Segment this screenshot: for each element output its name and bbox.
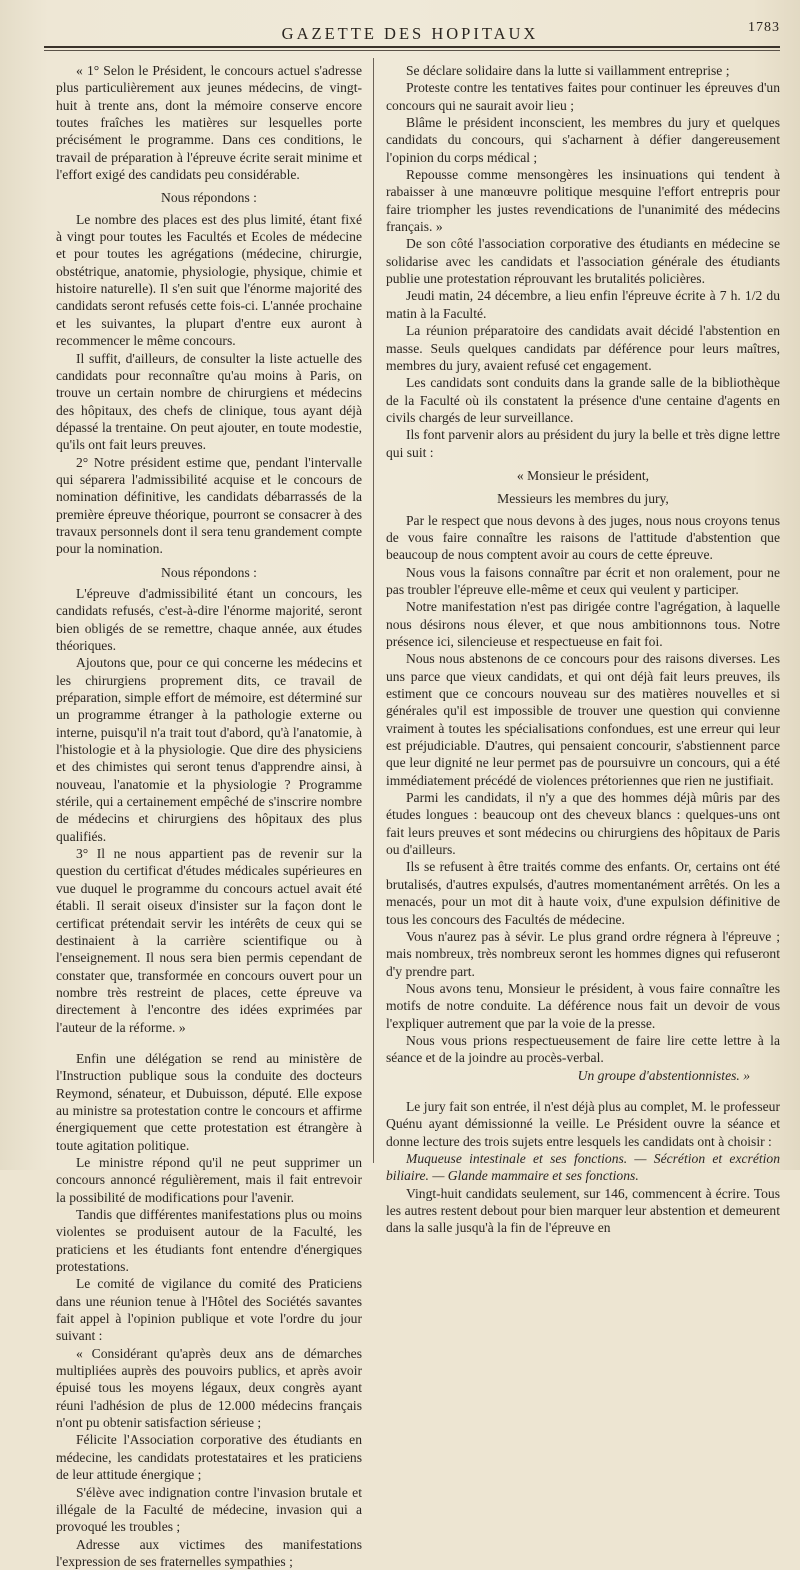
- letter-salutation: Messieurs les membres du jury,: [497, 491, 669, 507]
- paragraph: S'élève avec indignation contre l'invasion brutale et illégale de la Faculté de médecine, invasion qui a provoqué les troubles ;: [56, 1484, 362, 1535]
- paragraph: Tandis que différentes manifestations plus ou moins violentes se produisent autour de la Faculté, les praticiens et les étudiants font entendre d'énergiques protestations.: [56, 1207, 362, 1275]
- paragraph: Blâme le président inconscient, les membres du jury et quelques candidats du concours, qui s'acharnent à défier dangereusement l'opinion du corps médical ;: [386, 115, 780, 165]
- column-divider: [373, 58, 374, 1163]
- page-header: [40, 14, 780, 44]
- letter-salutation: « Monsieur le président,: [516, 467, 650, 483]
- paragraph: Par le respect que nous devons à des juges, nous nous croyons tenus de vous faire connaître les raisons de l'attitude d'abstention que beaucoup de nous comptent avoir au cours de cette épreuve.: [386, 512, 780, 563]
- left-column: [56, 62, 362, 1570]
- page-number: 1783: [748, 20, 780, 35]
- paragraph: Le ministre répond qu'il ne peut supprimer un concours annoncé régulièrement, mais il fait entrevoir la possibilité de modifications pour l'avenir.: [56, 1154, 362, 1205]
- paragraph: Nous nous abstenons de ce concours pour des raisons diverses. Les uns parce que vieux candidats, et qui ont déjà fait leurs preuves, ils estiment que ce concours nouveau sur des matières nouvelles et si générales qu'il est impossible de trouver une question qui convienne vraiment à toutes les spécialisations confondues, est une erreur qui leur est préjudiciable. D'autres, qui pensaient concourir, s'abstiennent parce que leur dignité ne leur permet pas de poursuivre un concours, qui a été immédiatement précédé de violences prétoriennes que rien ne justifiait.: [386, 651, 780, 788]
- paragraph: La réunion préparatoire des candidats avait décidé l'abstention en masse. Seuls quelques candidats par déférence pour leurs maîtres, membres du jury, avaient refusé cet engagement.: [386, 323, 780, 373]
- paragraph: Nous avons tenu, Monsieur le président, à vous faire connaître les motifs de notre conduite. La déférence nous fait un devoir de vous l'expliquer autrement que par la voie de la presse.: [386, 980, 780, 1031]
- letter-signature: Un groupe d'abstentionnistes. »: [577, 1067, 750, 1083]
- paragraph: Se déclare solidaire dans la lutte si vaillamment entreprise ;: [406, 63, 730, 78]
- paragraph: Ils font parvenir alors au président du jury la belle et très digne lettre qui suit :: [386, 427, 780, 460]
- paragraph: 3° Il ne nous appartient pas de revenir sur la question du certificat d'études médicales supérieures en vue duquel le programme du concours actuel avait été établi. Il serait oiseux d'insister sur la façon dont le certificat prétendait servir les intérêts de ceux qui se destinaient à la carrière scientifique ou à l'enseignement. Il nous sera bien permis cependant de constater que, transformée en concours ouvert pour un nombre très restreint de places, cette épreuve va directement à l'encontre des idées exprimées par l'auteur de la réforme. »: [56, 846, 362, 1035]
- header-rule-thin: [44, 50, 780, 51]
- paragraph: Le comité de vigilance du comité des Praticiens dans une réunion tenue à l'Hôtel des Sociétés savantes fait appel à l'opinion publique et vote l'ordre du jour suivant :: [56, 1276, 362, 1344]
- exam-subjects: Muqueuse intestinale et ses fonctions. — Sécrétion et excrétion biliaire. — Glande mammaire et ses fonctions.: [386, 1150, 780, 1184]
- paragraph: Les candidats sont conduits dans la grande salle de la bibliothèque de la Faculté où ils constatent la présence d'une centaine d'agents en civils chargés de leur surveillance.: [386, 375, 780, 425]
- paragraph: « Considérant qu'après deux ans de démarches multipliées auprès des pouvoirs publics, et après avoir épuisé tous les moyens légaux, deux congrès ayant réuni l'adhésion de plus de 12.000 médecins français n'ont pu obtenir satisfaction sérieuse ;: [56, 1345, 362, 1431]
- paragraph: Il suffit, d'ailleurs, de consulter la liste actuelle des candidats pour reconnaître qu'au moins à Paris, on trouve un certain nombre de chirurgiens et médecins des hôpitaux, des chefs de clinique, tous ayant déjà dépassé la trentaine. On peut ajouter, en toute modestie, qu'ils ont fait leurs preuves.: [56, 350, 362, 453]
- paragraph: Repousse comme mensongères les insinuations qui tendent à rabaisser à une manœuvre politique mesquine l'effort entrepris pour faire triompher les justes revendications de l'unanimité des médecins français. »: [386, 167, 780, 235]
- paragraph: Notre manifestation n'est pas dirigée contre l'agrégation, à laquelle nous désirons nous élever, et que nous ambitionnons tous. Notre présence ici, silencieuse et respectueuse en fait foi.: [386, 599, 780, 649]
- paragraph: De son côté l'association corporative des étudiants en médecine se solidarise avec les candidats et l'association générale des étudiants publie une protestation réprouvant les brutalités policières.: [386, 236, 780, 287]
- paragraph: Ajoutons que, pour ce qui concerne les médecins et les chirurgiens proprement dits, ce travail de préparation, simple effort de mémoire, est déterminé sur un programme étranger à la pathologie externe ou interne, puisqu'il n'a trait tout d'abord, qu'à l'anatomie, à l'histologie et à la physiologie. Que dire des physiciens et des chimistes qui seront tenus d'apprendre ainsi, à nouveau, l'anatomie et la physiologie ? Programme stérile, qui a certainement empêché de s'inscrire nombre de médecins et chirurgiens des hôpitaux des plus qualifiés.: [56, 655, 362, 844]
- paragraph: Vous n'aurez pas à sévir. Le plus grand ordre régnera à l'épreuve ; mais nombreux, très nombreux seront les hommes dignes qui refuseront d'y prendre part.: [386, 928, 780, 979]
- paragraph: 2° Notre président estime que, pendant l'intervalle qui séparera l'admissibilité acquise et le concours de nomination définitive, les candidats débarrassés de la première épreuve théorique, pourront se consacrer à des travaux personnels dont il sera tenu grandement compte pour la nomination.: [56, 454, 362, 557]
- paragraph: « 1° Selon le Président, le concours actuel s'adresse plus particulièrement aux jeunes médecins, de vingt-huit à trente ans, dont la mémoire conserve encore toutes fraîches les matières sur lesquelles porte précisément le programme. Dans ces conditions, le travail de préparation à l'épreuve écrite serait minime et l'effort exigé des candidats peu considérable.: [56, 63, 362, 183]
- header-rule-thick: [44, 46, 780, 48]
- paragraph: Nous vous prions respectueusement de faire lire cette lettre à la séance et de la joindre au procès-verbal.: [386, 1032, 780, 1066]
- paragraph: Ils se refusent à être traités comme des enfants. Or, certains ont été brutalisés, d'autres expulsés, d'autres momentanément arrêtés. On les a menacés, pour un mot dit à haute voix, d'une expulsion définitive de tous les concours des Facultés de médecine.: [386, 859, 780, 927]
- subheading: Nous répondons :: [161, 190, 257, 206]
- paragraph: Enfin une délégation se rend au ministère de l'Instruction publique sous la conduite des docteurs Reymond, sénateur, et Dubuisson, député. Elle expose au ministre sa protestation contre le concours et affirme énergiquement que cette protestation est étrangère à toute agitation politique.: [56, 1050, 362, 1153]
- paragraph: Félicite l'Association corporative des étudiants en médecine, les candidats protestataires et les praticiens de leur attitude énergique ;: [56, 1432, 362, 1483]
- paragraph: Jeudi matin, 24 décembre, a lieu enfin l'épreuve écrite à 7 h. 1/2 du matin à la Faculté.: [386, 288, 780, 321]
- paragraph: Le nombre des places est des plus limité, étant fixé à vingt pour toutes les Facultés et Ecoles de médecine et pour toutes les agrégations (médecine, chirurgie, obstétrique, anatomie, physiologie, physique, chimie et histoire naturelle). Il s'en suit que l'énorme majorité des candidats seront refusés cette fois-ci. L'année prochaine et les suivantes, la plupart d'entre eux auront à recommencer le même concours.: [56, 211, 362, 349]
- paragraph: Proteste contre les tentatives faites pour continuer les épreuves d'un concours qui ne saurait avoir lieu ;: [386, 80, 780, 113]
- paragraph: Parmi les candidats, il n'y a que des hommes déjà mûris par des études longues : beaucoup ont des cheveux blancs : quelques-uns ont fait leurs preuves et sont médecins ou chirurgiens des hôpitaux de Paris ou d'ailleurs.: [386, 790, 780, 858]
- subheading: Nous répondons :: [161, 564, 257, 580]
- paragraph: Le jury fait son entrée, il n'est déjà plus au complet, M. le professeur Quénu ayant démissionné la veille. Le Président ouvre la séance et donne lecture des trois sujets entre lesquels les candidats ont à choisir :: [386, 1098, 780, 1149]
- paragraph: Nous vous la faisons connaître par écrit et non oralement, pour ne pas troubler l'épreuve elle-même et ceux qui veulent y participer.: [386, 564, 780, 597]
- running-title: GAZETTE DES HOPITAUX: [281, 24, 539, 43]
- paragraph: Vingt-huit candidats seulement, sur 146, commencent à écrire. Tous les autres restent debout pour bien marquer leur abstention et demeurent dans la salle jusqu'à la fin de l'épreuve en: [386, 1185, 780, 1236]
- right-column: [386, 62, 780, 1237]
- paragraph: L'épreuve d'admissibilité étant un concours, les candidats refusés, c'est-à-dire l'énorme majorité, seront bien obligés de se remettre, chaque année, aux études théoriques.: [56, 585, 362, 653]
- paragraph: Adresse aux victimes des manifestations l'expression de ses fraternelles sympathies ;: [56, 1536, 362, 1569]
